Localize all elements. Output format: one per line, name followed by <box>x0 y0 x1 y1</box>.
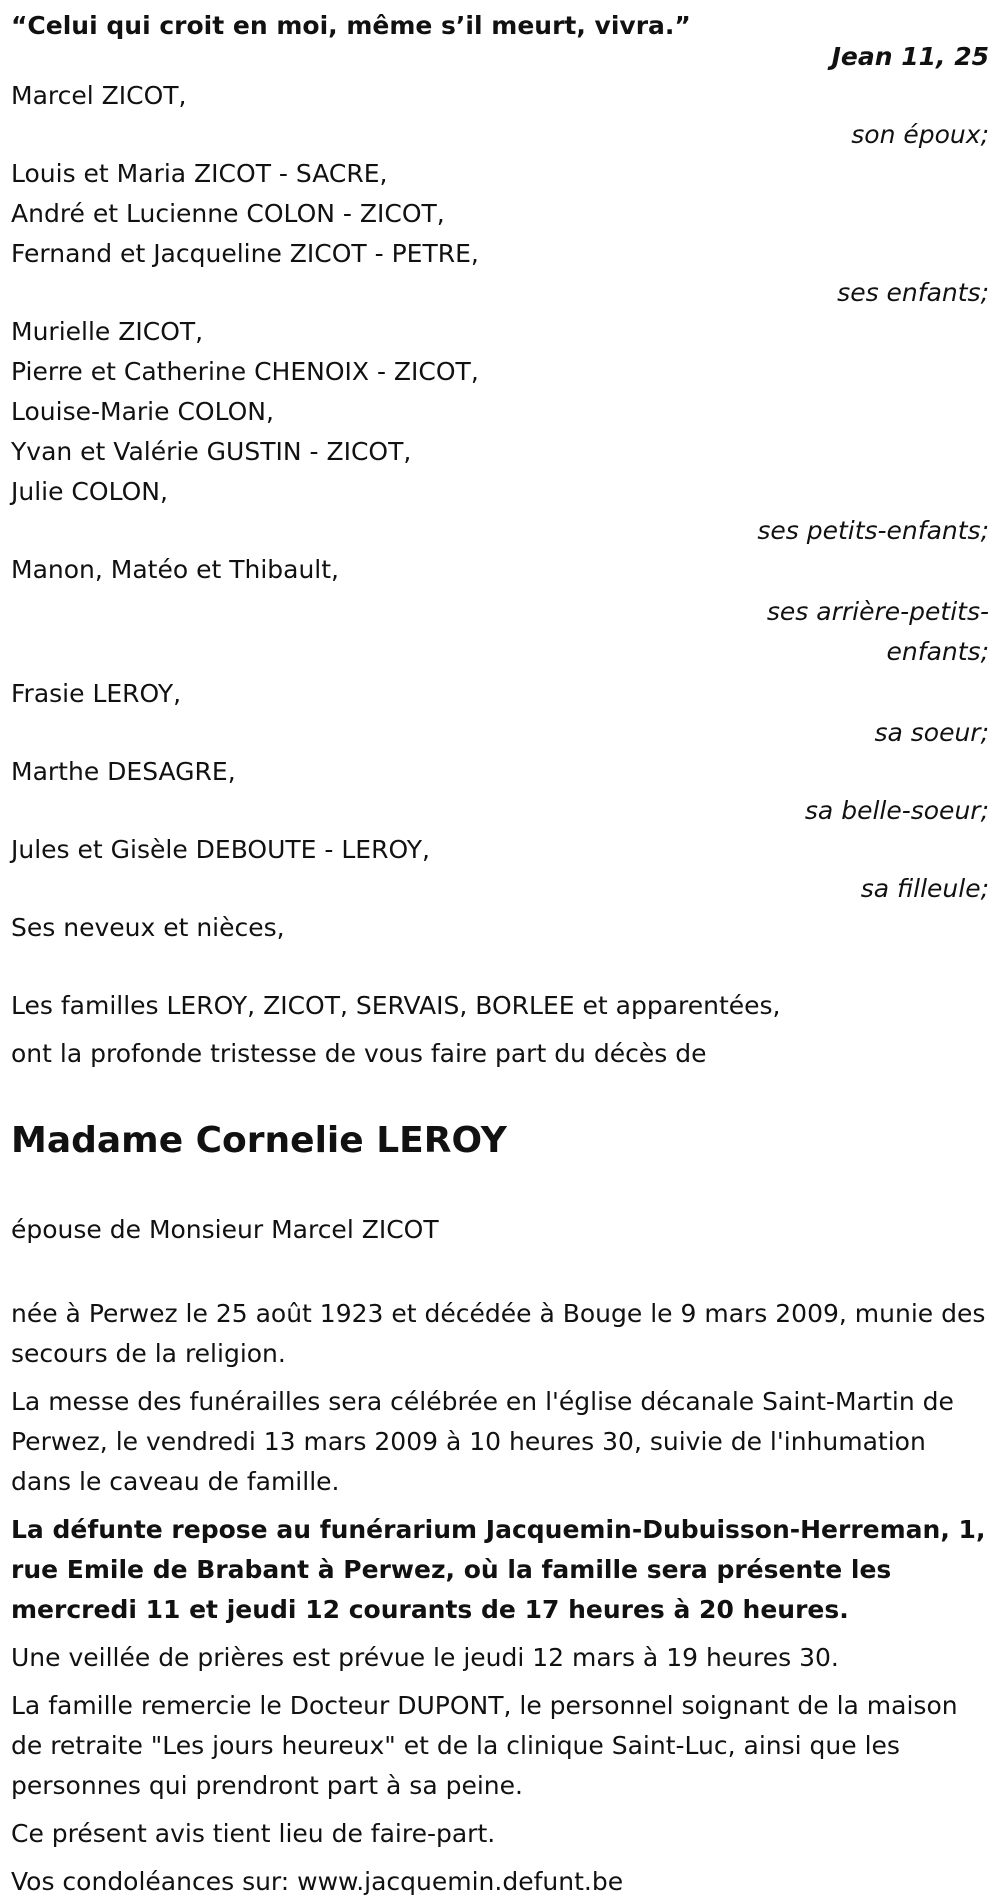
family-name: Louis et Maria ZICOT - SACRE, <box>11 159 388 188</box>
family-name: Jules et Gisèle DEBOUTE - LEROY, <box>11 835 430 864</box>
family-name: Marcel ZICOT, <box>11 81 187 110</box>
funeral-mass-line: La messe des funérailles sera célébrée en l'église décanale Saint-Martin de Perwez, le vendredi 13 mars 2009 à 10 heures 30, suivie de l'inhumation dans le caveau de famille. <box>11 1387 954 1496</box>
family-group-children <box>11 154 989 310</box>
family-role: ses petits-enfants; <box>757 516 989 545</box>
family-group-great-grandchildren <box>11 550 989 672</box>
family-name: Louise-Marie COLON, <box>11 397 274 426</box>
family-name: Frasie LEROY, <box>11 679 182 708</box>
funerarium-line: La défunte repose au funérarium Jacquemin-Dubuisson-Herreman, 1, rue Emile de Brabant à Perwez, où la famille sera présente les mercredi 11 et jeudi 12 courants de 17 heures à 20 heures. <box>11 1515 986 1624</box>
family-name: Manon, Matéo et Thibault, <box>11 555 340 584</box>
family-name: Pierre et Catherine CHENOIX - ZICOT, <box>11 357 479 386</box>
family-role: sa soeur; <box>874 718 989 747</box>
family-name: Marthe DESAGRE, <box>11 757 236 786</box>
family-name: Fernand et Jacqueline ZICOT - PETRE, <box>11 239 479 268</box>
bible-reference: Jean 11, 25 <box>831 42 989 71</box>
families-block <box>11 986 989 1074</box>
family-group-goddaughter <box>11 830 989 906</box>
family-role: sa belle-soeur; <box>804 796 989 825</box>
spouse-line: épouse de Monsieur Marcel ZICOT <box>11 1215 439 1244</box>
family-role: ses enfants; <box>837 278 989 307</box>
family-name: André et Lucienne COLON - ZICOT, <box>11 199 445 228</box>
family-name: Yvan et Valérie GUSTIN - ZICOT, <box>11 437 412 466</box>
bible-quote: “Celui qui croit en moi, même s’il meurt, vivra.” <box>11 11 691 40</box>
family-group-sister-in-law <box>11 752 989 828</box>
family-name: Julie COLON, <box>11 477 168 506</box>
vigil-line: Une veillée de prières est prévue le jeudi 12 mars à 19 heures 30. <box>11 1643 839 1672</box>
family-name: Murielle ZICOT, <box>11 317 204 346</box>
announce-line: ont la profonde tristesse de vous faire part du décès de <box>11 1039 707 1068</box>
family-role: son époux; <box>851 120 989 149</box>
birth-death-line: née à Perwez le 25 août 1923 et décédée à Bouge le 9 mars 2009, munie des secours de la religion. <box>11 1299 986 1368</box>
family-role: sa filleule; <box>860 874 989 903</box>
family-group-grandchildren <box>11 312 989 548</box>
notice-line: Ce présent avis tient lieu de faire-part. <box>11 1819 496 1848</box>
family-group-sister <box>11 674 989 750</box>
thanks-line: La famille remercie le Docteur DUPONT, le personnel soignant de la maison de retraite "Les jours heureux" et de la clinique Saint-Luc, ainsi que les personnes qui prendront part à sa peine. <box>11 1691 958 1800</box>
family-group-nephews <box>11 908 989 948</box>
family-name: Ses neveux et nièces, <box>11 913 285 942</box>
deceased-name: Madame Cornelie LEROY <box>11 1120 507 1161</box>
family-group-spouse <box>11 76 989 152</box>
families-line: Les familles LEROY, ZICOT, SERVAIS, BORLEE et apparentées, <box>11 991 781 1020</box>
condolences-line: Vos condoléances sur: www.jacquemin.defunt.be <box>11 1867 624 1896</box>
family-role: ses arrière-petits-enfants; <box>766 597 989 666</box>
